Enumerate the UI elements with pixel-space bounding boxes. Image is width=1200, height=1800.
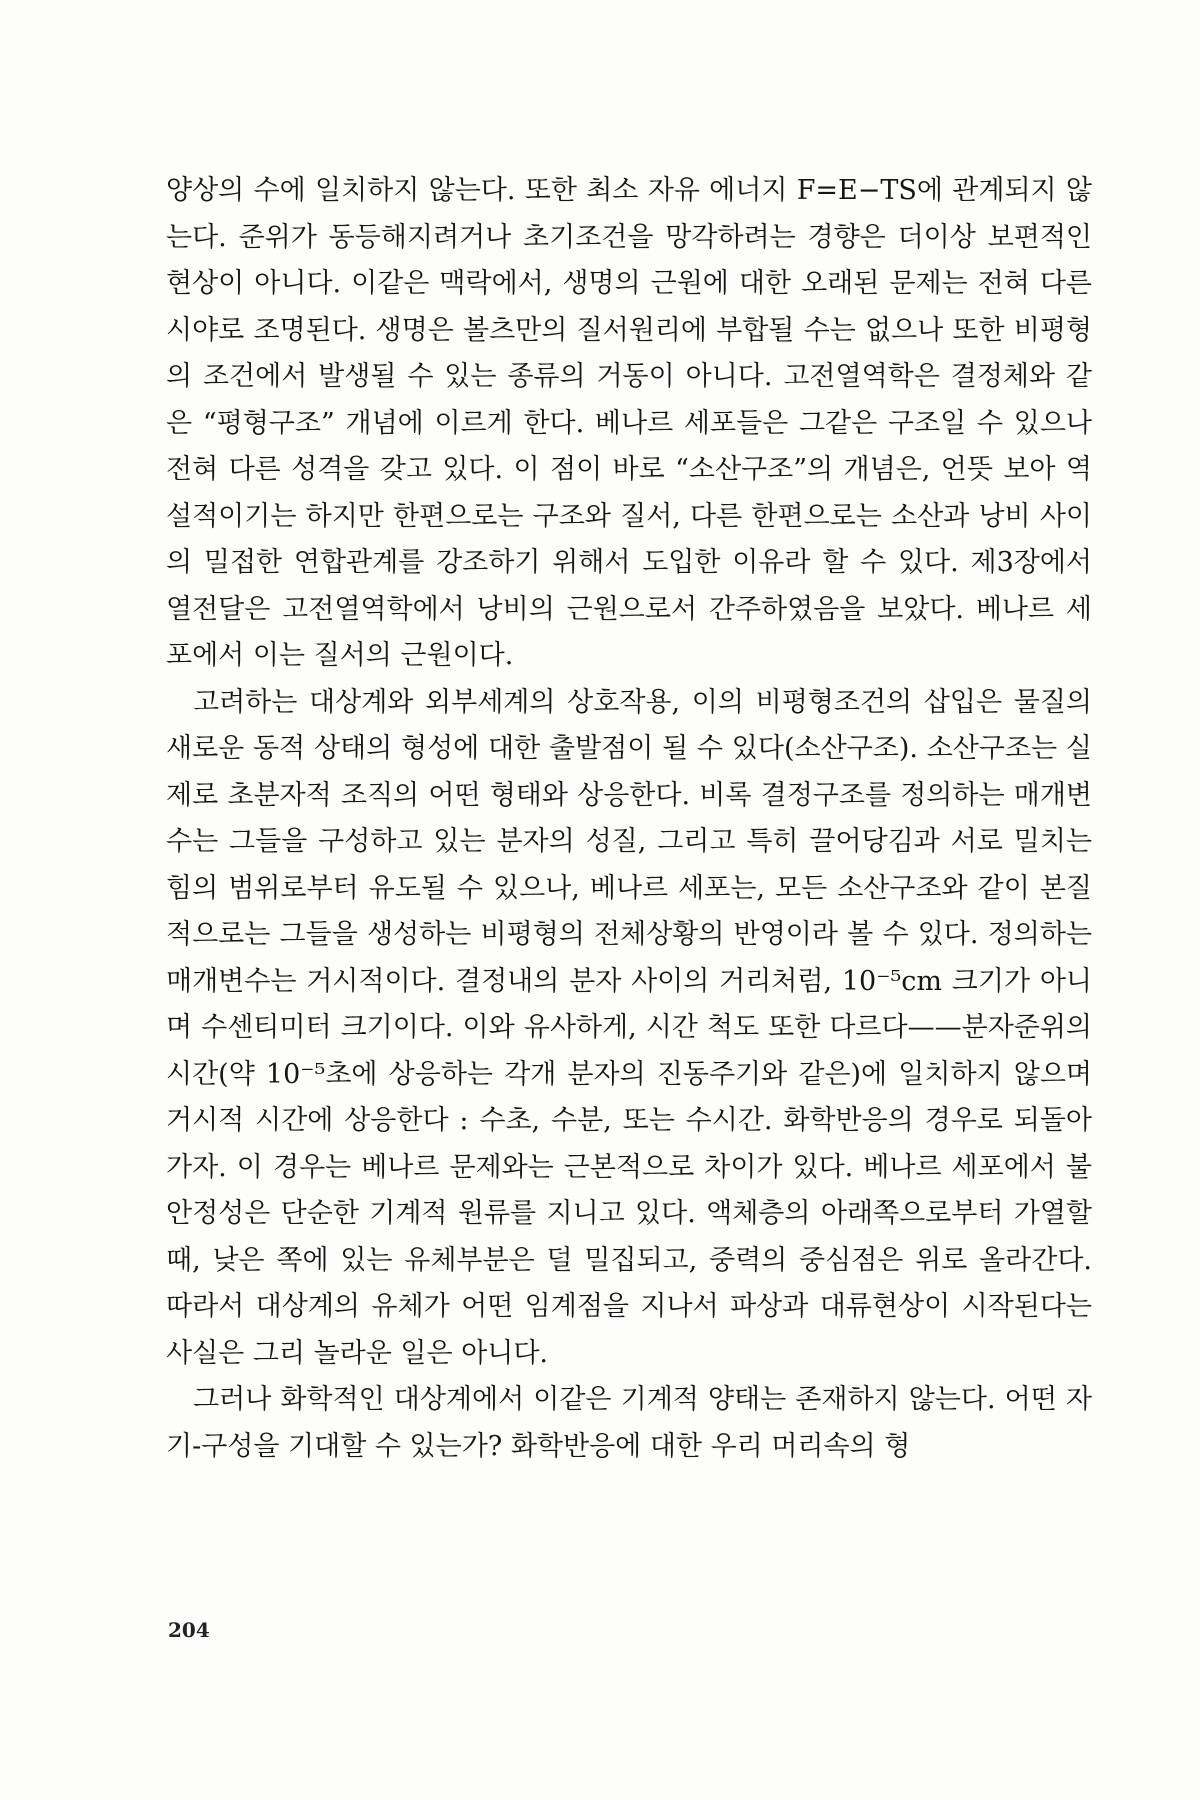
paragraph-1: 양상의 수에 일치하지 않는다. 또한 최소 자유 에너지 F=E−TS에 관계되지 않는다. 준위가 동등해지려거나 초기조건을 망각하려는 경향은 더이상 보편적인 현상이 아니다. 이같은 맥락에서, 생명의 근원에 대한 오래된 문제는 전혀 다른 시야로 조명된다. 생명은 볼츠만의 질서원리에 부합될 수는 없으나 또한 비평형의 조건에서 발생될 수 있는 종류의 거동이 아니다. 고전열역학은 결정체와 같은 “평형구조” 개념에 이르게 한다. 베나르 세포들은 그같은 구조일 수 있으나 전혀 다른 성격을 갖고 있다. 이 점이 바로 “소산구조”의 개념은, 언뜻 보아 역설적이기는 하지만 한편으로는 구조와 질서, 다른 한편으로는 소산과 낭비 사이의 밀접한 연합관계를 강조하기 위해서 도입한 이유라 할 수 있다. 제3장에서 열전달은 고전열역학에서 낭비의 근원으로서 간주하였음을 보았다. 베나르 세포에서 이는 질서의 근원이다. xyxy=(166,175,1092,671)
paragraph-3: 그러나 화학적인 대상계에서 이같은 기계적 양태는 존재하지 않는다. 어떤 자기-구성을 기대할 수 있는가? 화학반응에 대한 우리 머리속의 형 xyxy=(166,1384,1092,1462)
page-number: 204 xyxy=(168,1618,210,1642)
body-text xyxy=(166,168,1092,1470)
paragraph-2: 고려하는 대상계와 외부세계의 상호작용, 이의 비평형조건의 삽입은 물질의 새로운 동적 상태의 형성에 대한 출발점이 될 수 있다(소산구조). 소산구조는 실제로 초분자적 조직의 어떤 형태와 상응한다. 비록 결정구조를 정의하는 매개변수는 그들을 구성하고 있는 분자의 성질, 그리고 특히 끌어당김과 서로 밀치는 힘의 범위로부터 유도될 수 있으나, 베나르 세포는, 모든 소산구조와 같이 본질적으로는 그들을 생성하는 비평형의 전체상황의 반영이라 볼 수 있다. 정의하는 매개변수는 거시적이다. 결정내의 분자 사이의 거리처럼, 10⁻⁵cm 크기가 아니며 수센티미터 크기이다. 이와 유사하게, 시간 척도 또한 다르다——분자준위의 시간(약 10⁻⁵초에 상응하는 각개 분자의 진동주기와 같은)에 일치하지 않으며 거시적 시간에 상응한다 : 수초, 수분, 또는 수시간. 화학반응의 경우로 되돌아가자. 이 경우는 베나르 문제와는 근본적으로 차이가 있다. 베나르 세포에서 불안정성은 단순한 기계적 원류를 지니고 있다. 액체층의 아래쪽으로부터 가열할 때, 낮은 쪽에 있는 유체부분은 덜 밀집되고, 중력의 중심점은 위로 올라간다. 따라서 대상계의 유체가 어떤 임계점을 지나서 파상과 대류현상이 시작된다는 사실은 그리 놀라운 일은 아니다. xyxy=(166,686,1092,1369)
